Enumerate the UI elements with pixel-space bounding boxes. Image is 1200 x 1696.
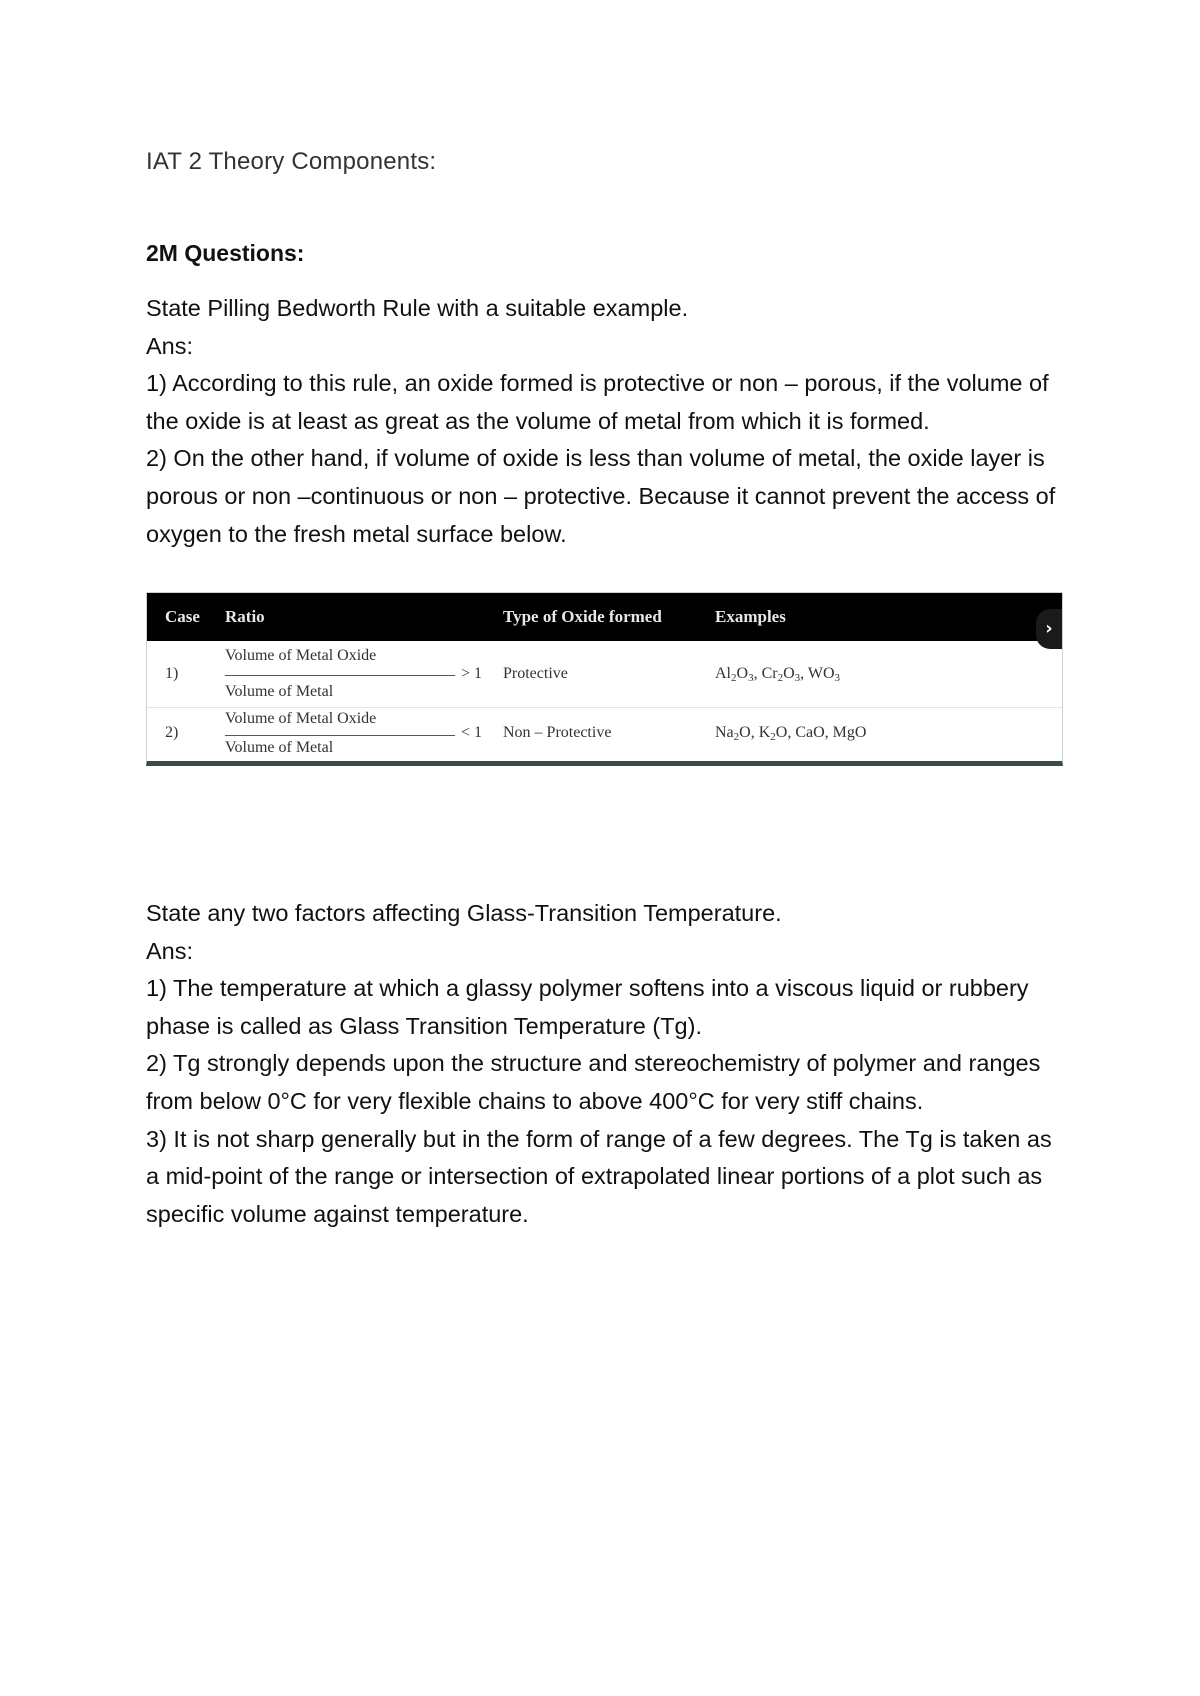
- chemical-formula: $WO_3$: [807, 665, 840, 684]
- chemical-formula: $K_2O$,: [758, 724, 796, 743]
- header-examples: Examples: [715, 607, 786, 626]
- answer-point-2: 2) On the other hand, if volume of oxide is less than volume of metal, the oxide layer is porous or non –continuous or non – protective. Because it cannot prevent the access of oxygen to the fresh metal surface below.: [146, 445, 1056, 547]
- chemical-formula: $Cr_2O_3$,: [761, 665, 808, 684]
- chevron-right-icon[interactable]: ›: [1036, 609, 1062, 649]
- header-ratio: Ratio: [225, 607, 265, 626]
- chemical-formula: MgO: [832, 724, 867, 741]
- answer-point-3: 3) It is not sharp generally but in the form of range of a few degrees. The Tg is taken as a mid-point of the range or intersection of extrapolated linear portions of a plot such as specific volume against temperature.: [146, 1125, 1052, 1227]
- ratio-numerator: Volume of Metal Oxide: [225, 710, 377, 727]
- oxide-examples: [715, 665, 840, 684]
- fraction-line: [225, 675, 455, 676]
- table-header: [147, 593, 1062, 641]
- oxide-ratio-table: [146, 592, 1063, 766]
- answer-point-1: 1) According to this rule, an oxide formed is protective or non – porous, if the volume of the oxide is at least as great as the volume of metal from which it is formed.: [146, 370, 1049, 434]
- row-case: 1): [165, 665, 179, 682]
- oxide-type: Non – Protective: [503, 724, 612, 741]
- answer-label: Ans:: [146, 937, 194, 964]
- question-text: State any two factors affecting Glass-Transition Temperature.: [146, 900, 782, 926]
- oxide-type: Protective: [503, 665, 568, 682]
- fraction-line: [225, 735, 455, 736]
- ratio-denominator: Volume of Metal: [225, 739, 334, 756]
- table-row: [147, 641, 1062, 708]
- header-case: Case: [165, 607, 200, 626]
- answer-point-2: 2) Tg strongly depends upon the structure and stereochemistry of polymer and ranges from below 0°C for very flexible chains to above 400°C for very stiff chains.: [146, 1050, 1041, 1114]
- header-type: Type of Oxide formed: [503, 607, 662, 626]
- page-title: IAT 2 Theory Components:: [146, 148, 437, 175]
- ratio-comparison: > 1: [461, 665, 483, 682]
- section-heading: 2M Questions:: [146, 240, 305, 266]
- chemical-formula: CaO,: [795, 724, 833, 741]
- table-row: [147, 708, 1062, 762]
- question-text: State Pilling Bedworth Rule with a suitable example.: [146, 295, 689, 321]
- answer-label: Ans:: [146, 332, 194, 359]
- answer-point-1: 1) The temperature at which a glassy polymer softens into a viscous liquid or rubbery phase is called as Glass Transition Temperature (Tg).: [146, 975, 1029, 1039]
- question-block-pilling-bedworth: [146, 290, 1066, 553]
- chemical-formula: $Al_2O_3$,: [715, 665, 762, 684]
- ratio-comparison: < 1: [461, 724, 483, 741]
- ratio-numerator: Volume of Metal Oxide: [225, 647, 377, 664]
- question-block-glass-transition: [146, 895, 1066, 1233]
- oxide-examples: [715, 724, 866, 743]
- row-case: 2): [165, 724, 179, 741]
- chemical-formula: $Na_2O$,: [715, 724, 759, 743]
- ratio-denominator: Volume of Metal: [225, 683, 334, 700]
